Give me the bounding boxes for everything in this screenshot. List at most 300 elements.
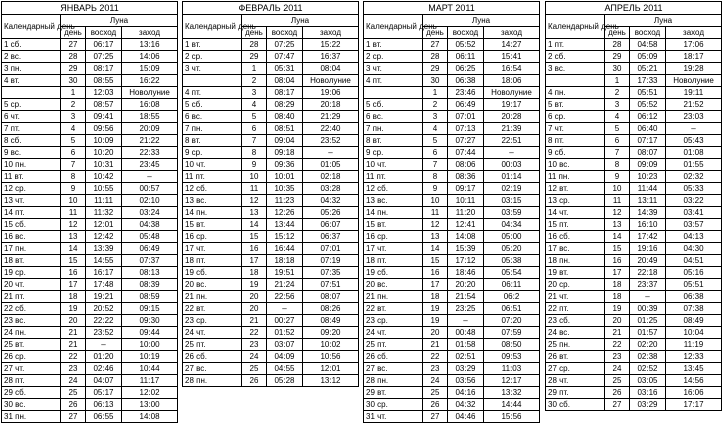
calendar-day-cell: 26 сб. [183,351,242,363]
moonset-header: заход [122,27,178,39]
moonset-cell: 03:15 [484,195,540,207]
moonset-cell: 07:35 [303,267,359,279]
month-table [545,1,722,411]
calendar-day-cell: 10 чт. [364,159,423,171]
table-row [364,267,540,279]
moonrise-cell: 23:37 [630,279,666,291]
moonset-cell: 19:11 [666,87,722,99]
moonrise-cell: 02:38 [630,351,666,363]
calendar-day-cell: 9 вс. [2,147,61,159]
table-row [2,267,178,279]
calendar-day-cell: 12 сб. [183,183,242,195]
table-row [183,339,359,351]
table-row [183,159,359,171]
calendar-day-cell: 11 пн. [546,171,605,183]
calendar-day-cell: 2 вс. [2,51,61,63]
moonrise-cell: 09:56 [86,123,122,135]
moon-day-cell: 28 [242,39,267,51]
table-row [183,111,359,123]
table-row [183,75,359,87]
table-row [2,147,178,159]
calendar-day-cell: 3 пн. [2,63,61,75]
moon-day-cell: 7 [242,135,267,147]
table-row [183,303,359,315]
calendar-day-cell: 9 сб. [546,147,605,159]
calendar-day-cell: 15 вт. [364,219,423,231]
moonrise-cell: 04:09 [267,351,303,363]
moonrise-cell: 12:01 [86,219,122,231]
moonset-cell: 16:22 [122,75,178,87]
calendar-day-cell: 30 ср. [364,399,423,411]
moonset-cell: 19:28 [666,63,722,75]
calendar-day-cell: 16 вс. [2,231,61,243]
moon-day-header: день [61,27,86,39]
moonset-cell: 07:20 [484,315,540,327]
moon-day-cell: 25 [61,387,86,399]
moonrise-cell: 06:11 [448,51,484,63]
table-row [546,171,722,183]
moonset-cell: 13:00 [122,399,178,411]
moonset-cell: 08:49 [303,315,359,327]
moonset-cell: 15:22 [303,39,359,51]
table-row [2,279,178,291]
moonset-cell: 08:50 [484,339,540,351]
calendar-day-cell: 20 вс. [364,279,423,291]
calendar-day-cell: 24 пн. [2,327,61,339]
calendar-day-cell: 24 чт. [364,327,423,339]
calendar-day-header: Календарный день [364,15,423,39]
moonset-cell: 10:04 [666,327,722,339]
table-row [546,159,722,171]
calendar-day-cell: 13 вс. [364,195,423,207]
table-row [364,363,540,375]
calendar-day-cell: 21 пн. [183,291,242,303]
moonrise-cell: 04:32 [448,399,484,411]
moon-day-cell: 4 [423,123,448,135]
moon-day-cell: 9 [61,183,86,195]
moon-day-cell: 18 [605,291,630,303]
moonset-cell: 06:49 [122,243,178,255]
calendar-day-cell [183,75,242,87]
calendar-day-cell: 1 вт. [183,39,242,51]
moonset-cell: 08:39 [122,279,178,291]
moon-day-cell: 20 [242,303,267,315]
moonrise-cell: 08:06 [448,159,484,171]
moon-day-cell: 21 [242,315,267,327]
table-row [2,123,178,135]
moonrise-cell: 05:17 [86,387,122,399]
calendar-day-cell: 13 ср. [546,195,605,207]
table-row [2,399,178,411]
calendar-day-cell: 14 пт. [2,207,61,219]
calendar-day-cell: 16 ср. [183,231,242,243]
moonset-cell: 07:01 [303,243,359,255]
moon-day-cell: 4 [605,111,630,123]
moon-day-cell: 19 [423,303,448,315]
table-row [546,219,722,231]
moon-day-cell: 5 [423,135,448,147]
moon-day-cell: 27 [61,39,86,51]
moon-day-cell: 22 [605,339,630,351]
calendar-day-cell: 18 вт. [2,255,61,267]
calendar-day-cell: 19 сб. [183,267,242,279]
moonrise-cell: 04:07 [86,375,122,387]
moon-day-cell: 2 [61,99,86,111]
calendar-day-cell: 21 пн. [364,291,423,303]
table-row [364,243,540,255]
moonrise-cell: 06:49 [448,99,484,111]
moonset-cell: 12:33 [666,351,722,363]
moon-header: Луна [423,15,540,27]
moonset-cell: 01:08 [666,147,722,159]
moonrise-cell: 01:57 [630,327,666,339]
moon-day-cell: 8 [423,171,448,183]
moonrise-cell: 03:05 [630,375,666,387]
moon-day-cell: 18 [605,279,630,291]
calendar-day-cell: 17 пн. [2,243,61,255]
moonset-cell: 07:37 [122,255,178,267]
calendar-day-cell: 9 ср. [183,147,242,159]
moon-day-cell: 5 [61,135,86,147]
table-row [546,87,722,99]
calendar-day-cell: 29 пт. [546,387,605,399]
moon-day-header: день [423,27,448,39]
moonrise-cell: 00:48 [448,327,484,339]
moonrise-cell: 05:31 [267,63,303,75]
calendar-day-cell: 25 вт. [2,339,61,351]
moonset-cell: 18:06 [484,75,540,87]
calendar-day-cell: 28 пн. [183,375,242,387]
moonrise-cell: 11:44 [630,183,666,195]
moon-day-cell: 15 [61,255,86,267]
moonset-cell: 15:09 [122,63,178,75]
moonrise-header: восход [448,27,484,39]
moonrise-cell: 09:04 [267,135,303,147]
moon-day-cell: 1 [423,87,448,99]
moon-day-cell: 2 [605,87,630,99]
table-row [2,387,178,399]
moon-day-cell: 9 [605,171,630,183]
moonset-cell: 10:44 [122,363,178,375]
calendar-day-cell: 27 вс. [364,363,423,375]
month-table [1,1,178,423]
moonset-cell: 09:53 [484,351,540,363]
moonrise-cell: 19:51 [267,267,303,279]
moon-day-cell: 12 [605,207,630,219]
table-row [183,219,359,231]
moonrise-cell: 08:51 [267,123,303,135]
calendar-day-cell: 9 ср. [364,147,423,159]
moonset-cell: 05:33 [666,183,722,195]
moon-day-cell: 10 [61,195,86,207]
calendar-day-cell: 2 сб. [546,51,605,63]
moonset-cell: Новолуние [122,87,178,99]
moonrise-cell: 19:16 [630,243,666,255]
calendar-day-cell: 17 чт. [364,243,423,255]
calendar-day-cell: 7 чт. [546,123,605,135]
calendar-day-cell: 6 вс. [183,111,242,123]
moonrise-cell: 03:56 [448,375,484,387]
moonrise-cell: 12:26 [267,207,303,219]
moonset-cell: 04:13 [666,231,722,243]
moonset-cell: 05:26 [303,207,359,219]
moon-day-cell: 29 [61,63,86,75]
moonrise-cell: 07:44 [448,147,484,159]
table-row [183,147,359,159]
moonrise-cell: 21:54 [448,291,484,303]
table-row [183,375,359,387]
moonset-cell: 12:17 [484,375,540,387]
moonset-cell: 12:01 [303,363,359,375]
table-row [364,315,540,327]
moon-day-cell: 10 [242,171,267,183]
moon-day-cell: 28 [61,51,86,63]
month-table [363,1,540,423]
moon-day-cell: 15 [423,255,448,267]
moonset-cell: 21:39 [484,123,540,135]
month-title: АПРЕЛЬ 2011 [546,2,722,15]
moon-day-cell: 26 [242,375,267,387]
moonset-cell: 13:45 [666,363,722,375]
calendar-day-cell: 13 вс. [183,195,242,207]
calendar-day-cell: 1 пт. [546,39,605,51]
moon-day-cell: 24 [242,351,267,363]
moonset-cell: 09:44 [122,327,178,339]
moon-day-cell: 17 [242,255,267,267]
moon-day-cell: 21 [423,339,448,351]
moonset-cell: 01:55 [666,159,722,171]
table-row [2,171,178,183]
moonrise-cell: 16:44 [267,243,303,255]
calendar-day-cell: 2 ср. [364,51,423,63]
moonrise-cell: 07:47 [267,51,303,63]
moonset-cell: 13:12 [303,375,359,387]
calendar-day-cell: 7 пн. [183,123,242,135]
moonset-cell: 17:06 [666,39,722,51]
calendar-day-cell: 18 пн. [546,255,605,267]
moonset-cell: 06:38 [666,291,722,303]
table-row [2,87,178,99]
moon-day-cell: 30 [605,63,630,75]
table-row [2,63,178,75]
moon-day-cell: 27 [423,39,448,51]
moon-day-cell: 2 [242,75,267,87]
table-row [364,171,540,183]
moon-day-cell: 15 [242,231,267,243]
moon-header: Луна [605,15,722,27]
moonset-cell: 07:51 [303,279,359,291]
moonset-cell: 18:55 [122,111,178,123]
calendar-day-cell: 15 вт. [183,219,242,231]
moonrise-cell: 11:20 [448,207,484,219]
moonset-cell: – [666,123,722,135]
moonset-cell: 08:13 [122,267,178,279]
table-row [183,327,359,339]
moonset-cell: 10:00 [122,339,178,351]
moonset-cell: 22:51 [484,135,540,147]
moonrise-cell: 18:18 [267,255,303,267]
moonrise-cell: – [630,291,666,303]
moonset-cell: 23:45 [122,159,178,171]
moonset-cell: 11:17 [122,375,178,387]
table-row [546,111,722,123]
calendar-day-cell: 13 чт. [2,195,61,207]
moon-day-cell: 11 [242,183,267,195]
calendar-day-cell: 10 вс. [546,159,605,171]
moonrise-cell: 08:29 [267,99,303,111]
calendar-day-cell: 17 чт. [183,243,242,255]
table-row [183,315,359,327]
moon-day-cell: 6 [242,123,267,135]
moonset-cell: 06:51 [484,303,540,315]
table-row [183,183,359,195]
calendar-day-cell: 6 вс. [364,111,423,123]
moon-day-cell: 16 [61,267,86,279]
moonset-cell: 02:32 [666,171,722,183]
calendar-day-cell: 29 вт. [364,387,423,399]
table-row [546,399,722,411]
table-row [2,75,178,87]
moon-day-cell: 21 [61,327,86,339]
moonset-cell: 23:03 [666,111,722,123]
moonrise-cell: 06:12 [630,111,666,123]
moonrise-cell: 03:07 [267,339,303,351]
calendar-day-cell: 10 чт. [183,159,242,171]
moonset-cell: 03:57 [666,219,722,231]
moonset-cell: – [122,171,178,183]
table-row [2,195,178,207]
moonset-cell: 05:48 [122,231,178,243]
moonset-header: заход [303,27,359,39]
month-title: ФЕВРАЛЬ 2011 [183,2,359,15]
moonrise-cell: 09:18 [267,147,303,159]
moonset-cell: 16:06 [666,387,722,399]
moonrise-cell: 10:23 [630,171,666,183]
moonrise-cell: 22:22 [86,315,122,327]
moon-day-cell: 16 [423,267,448,279]
month-rows [183,39,359,387]
moonset-cell: 16:08 [122,99,178,111]
calendar-day-cell: 14 пн. [364,207,423,219]
moonset-cell: 06:37 [303,231,359,243]
table-row [364,327,540,339]
moonrise-cell: 09:17 [448,183,484,195]
moon-day-cell: 19 [423,315,448,327]
table-row [364,219,540,231]
calendar-day-cell: 20 чт. [2,279,61,291]
table-row [364,399,540,411]
table-row [183,195,359,207]
moonset-cell: 02:18 [303,171,359,183]
calendar-day-cell: 14 пн. [183,207,242,219]
table-row [2,183,178,195]
moon-day-cell: 30 [61,75,86,87]
table-row [364,147,540,159]
moonset-cell: 19:17 [484,99,540,111]
calendar-day-cell: 21 пт. [2,291,61,303]
calendar-day-cell: 23 ср. [364,315,423,327]
calendar-day-cell: 22 вт. [183,303,242,315]
moon-day-cell: 14 [605,231,630,243]
moonrise-cell: 10:11 [448,195,484,207]
moon-day-cell: 17 [61,279,86,291]
moon-day-cell: 5 [242,111,267,123]
table-row [364,123,540,135]
moonrise-header: восход [630,27,666,39]
moonrise-cell: 08:07 [630,147,666,159]
moonrise-cell: 15:12 [267,231,303,243]
moonrise-cell: 14:39 [630,207,666,219]
moonrise-cell: 18:46 [448,267,484,279]
moonrise-cell: 09:41 [86,111,122,123]
calendar-day-cell: 28 чт. [546,375,605,387]
table-row [183,231,359,243]
table-row [546,75,722,87]
moonrise-cell: 04:58 [630,39,666,51]
calendar-day-cell: 3 вс. [546,63,605,75]
moonrise-cell: 13:39 [86,243,122,255]
moonrise-cell: 08:04 [267,75,303,87]
moonrise-cell: 10:09 [86,135,122,147]
moonset-cell: 05:20 [484,243,540,255]
moon-day-cell: 2 [423,99,448,111]
moon-day-cell: 1 [61,87,86,99]
table-row [2,99,178,111]
moonrise-cell: 16:10 [630,219,666,231]
table-row [2,303,178,315]
moon-day-cell: 29 [242,51,267,63]
moonset-cell: 06:11 [484,279,540,291]
month-march [363,1,539,432]
table-row [2,159,178,171]
moonrise-cell: 17:48 [86,279,122,291]
moonset-cell: 16:37 [303,51,359,63]
calendar-day-cell: 15 пт. [546,219,605,231]
moonset-cell: 05:54 [484,267,540,279]
table-row [546,123,722,135]
moonset-cell: 14:56 [666,375,722,387]
table-row [546,303,722,315]
moonrise-cell: 01:52 [267,327,303,339]
moonrise-cell: – [267,303,303,315]
table-row [364,351,540,363]
moon-day-cell: 27 [423,411,448,423]
moonrise-cell: 11:32 [86,207,122,219]
calendar-day-cell: 4 вт. [2,75,61,87]
moonset-cell: 12:02 [122,387,178,399]
moonset-cell: 03:28 [303,183,359,195]
moonset-cell: 14:27 [484,39,540,51]
moonset-cell: 23:52 [303,135,359,147]
calendar-day-header: Календарный день [546,15,605,39]
moonset-cell: 01:05 [303,159,359,171]
moonrise-cell: 10:20 [86,147,122,159]
moon-day-cell: 4 [61,123,86,135]
moon-day-cell: 27 [605,399,630,411]
moon-day-cell: 17 [605,267,630,279]
table-row [183,363,359,375]
month-rows [364,39,540,423]
moonrise-cell: 17:33 [630,75,666,87]
moon-day-cell: 3 [61,111,86,123]
calendar-day-cell: 7 пт. [2,123,61,135]
calendar-day-cell: 1 сб. [2,39,61,51]
calendar-day-cell: 3 чт. [183,63,242,75]
moon-day-cell: 11 [605,195,630,207]
calendar-day-cell: 23 ср. [183,315,242,327]
table-row [546,267,722,279]
calendar-day-cell: 10 пн. [2,159,61,171]
